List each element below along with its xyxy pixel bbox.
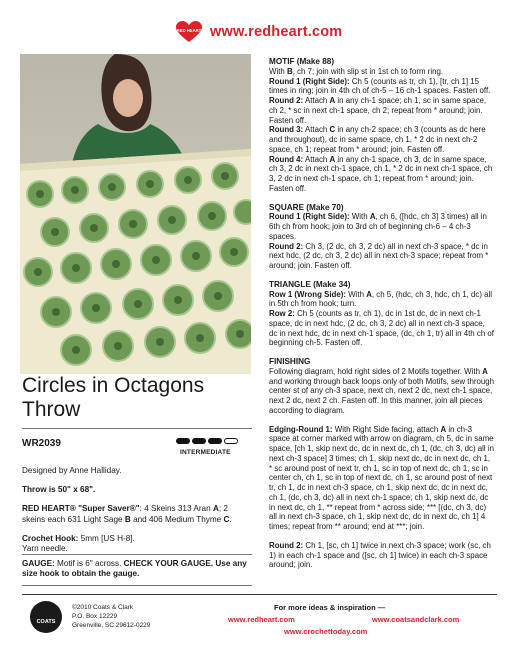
pattern-title — [22, 374, 252, 422]
skill-bar-3 — [208, 438, 222, 444]
edging-round-1: Edging-Round 1: With Right Side facing, attach A in ch-3 space at corner marked with arrow on diagram, ch 5, dc in same space, [ch 1, skip next dc, dc in next dc, ch 1, (dc, ch 3, dc) all in next ch-3 space] 3 times; ch 1, skip next dc, dc in next dc, ch 1, * sc around post of next tr, ch 1, sc in top of next dc, ch 1, sc in center ch, ch 1, sc in top of next dc, ch 1, sc around post of next tr, ch 1, dc in next ch-3 space, ch 1, skip next dc, dc in next dc, ch 1, (dc, ch 3, dc) all in next ch-1 space; ch 1, skip next dc, dc in next dc, ch 1, ** repeat from * across side; *** [(dc, ch 3, dc) all in next ch-3 space, ch 1, skip next dc, dc in next dc, ch 1] 4 times; repeat from ** around; end at ***; join. — [269, 424, 494, 531]
skill-level-label: INTERMEDIATE — [180, 449, 231, 456]
yarn-info: RED HEART® "Super Saver®": 4 Skeins 313 Aran A; 2 skeins each 631 Light Sage B and 406 Medium Thyme C. — [22, 504, 232, 524]
footer-address: ©2010 Coats & Clark P.O. Box 12229 Greenville, SC 29612-0229 — [72, 604, 151, 629]
crochettoday-link[interactable]: www.crochettoday.com — [284, 627, 368, 636]
site-url-link[interactable]: www.redheart.com — [210, 24, 343, 40]
skill-bar-1 — [176, 438, 190, 444]
coats-logo-text: COATS — [36, 619, 56, 625]
footer-divider — [22, 594, 497, 595]
gauge-info: GAUGE: Motif is 6" across. CHECK YOUR GAUGE. Use any size hook to obtain the gauge. — [22, 559, 247, 579]
instructions-column — [269, 57, 495, 579]
finishing-heading: FINISHING — [269, 357, 311, 366]
square-section: SQUARE (Make 70) Round 1 (Right Side): With A, ch 6, ([hdc, ch 3] 3 times) all in 6th ch from hook; join to 3rd ch of beginning ch-6 – 4 ch-3 spaces. Round 2: Ch 3, (2 dc, ch 3, 2 dc) all in next ch-3 space, * dc in next hdc, (2 dc, ch 3, 2 dc) all in next ch-3 space; repeat from * around; join. Fasten off. — [269, 203, 495, 271]
motif-heading: MOTIF (Make 88) — [269, 57, 335, 66]
redheart-link[interactable]: www.redheart.com — [228, 615, 295, 624]
skill-level-meter — [176, 438, 238, 444]
materials-section — [22, 466, 252, 563]
skill-bar-4 — [224, 438, 238, 444]
designer-credit: Designed by Anne Halliday. — [22, 466, 122, 475]
gauge-divider-bottom — [22, 585, 252, 586]
coatsandclark-link[interactable]: www.coatsandclark.com — [372, 615, 460, 624]
gauge-divider-top — [22, 554, 252, 555]
coats-logo — [30, 601, 62, 633]
title-line-1: Circles in Octagons — [22, 374, 205, 397]
motif-section: MOTIF (Make 88) With B, ch 7; join with slip st in 1st ch to form ring. Round 1 (Right Side): Ch 5 (counts as tr, ch 1), [tr, ch 1] 15 times in ring; join in 4th ch of ch-5 – 16 ch-1 spaces. Fasten off. Round 2: Attach A in any ch-1 space; ch 1, sc in same space, ch 2, * sc in next ch-1 space, ch 2; repeat from * around; join. Fasten off. Round 3: Attach C in any ch-2 space; ch 3 (counts as dc here and throughout), dc in same space, ch 1, * 2 dc in next ch-2 space, ch 1; repeat from * around; join. Fasten off. Round 4: Attach A in any ch-1 space, ch 3, dc in same space, ch 3, 2 dc in next ch-1 space, ch 1, * 2 dc in next ch-1 space, ch 3, 2 dc in next ch-1 space, ch 1; repeat from * around; join. Fasten off. — [269, 57, 495, 194]
triangle-heading: TRIANGLE (Make 34) — [269, 279, 351, 289]
title-line-2: Throw — [22, 398, 81, 421]
finished-size: Throw is 50" x 68". — [22, 485, 96, 495]
finishing-section: FINISHING Following diagram, hold right sides of 2 Motifs together. With A and working through back loops only of both Motifs, sew through center st of any ch-3 space, next ch, next 2 dc, next ch-1 space, next 2 dc, next 2 ch. Fasten off. In this manner, join all pieces according to diagram. — [269, 357, 495, 415]
triangle-section: TRIANGLE (Make 34) Row 1 (Wrong Side): With A, ch 5, (hdc, ch 3, hdc, ch 1, dc) all in 5th ch from hook; turn. Row 2: Ch 5 (counts as tr, ch 1), dc in 1st dc, dc in next ch-1 space, dc in next hdc, (2 dc, ch 3, 2 dc) all in next ch-3 space, dc in next hdc, dc in next ch-1 space, (dc, ch 1, tr) all in 4th ch of beginning ch-5. Fasten off. — [269, 279, 494, 348]
hook-info: Crochet Hook: 5mm [US H-8]. Yarn needle. — [22, 533, 135, 554]
edging-round-2: Round 2: Ch 1, [sc, ch 1] twice in next ch-3 space; work (sc, ch 1) in each ch-1 space and ([sc, ch 1] twice) in each ch-3 space around; join. — [269, 540, 491, 570]
square-heading: SQUARE (Make 70) — [269, 202, 344, 212]
logo-text: RED HEART — [176, 28, 202, 33]
more-ideas-text: For more ideas & inspiration — — [274, 603, 386, 612]
red-heart-logo — [176, 21, 202, 43]
throw-photo — [20, 54, 251, 374]
pattern-number: WR2039 — [22, 438, 61, 449]
title-divider — [22, 428, 252, 429]
skill-bar-2 — [192, 438, 206, 444]
